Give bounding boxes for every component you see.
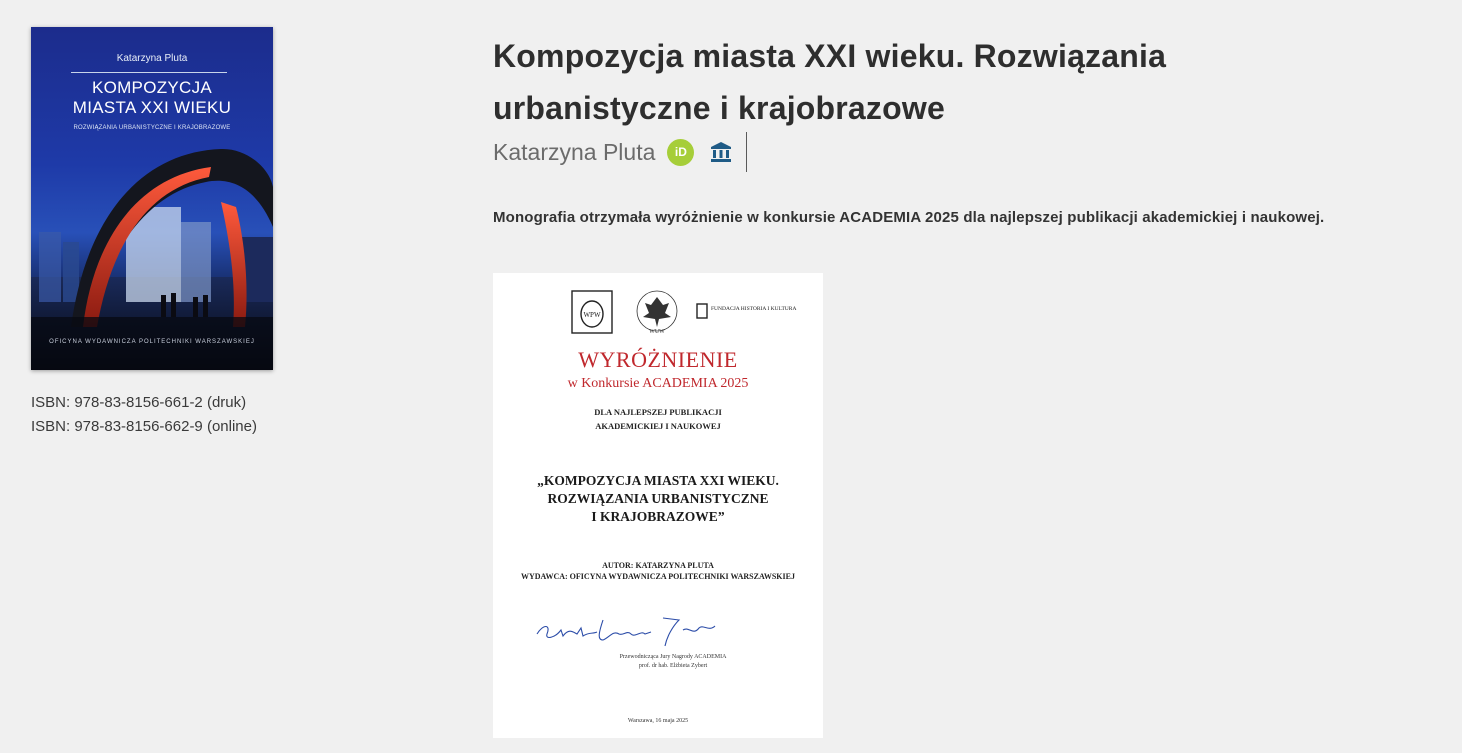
certificate-book-line1: „KOMPOZYCJA MIASTA XXI WIEKU. [537, 473, 779, 488]
author-separator [746, 132, 747, 172]
institution-glyph [710, 141, 732, 163]
institution-icon[interactable] [708, 139, 734, 165]
author-name: Katarzyna Pluta [493, 138, 656, 165]
certificate-category-line2: AKADEMICKIEJ I NAUKOWEJ [595, 421, 721, 431]
certificate-book-title [493, 472, 823, 526]
orcid-icon[interactable] [667, 139, 694, 166]
certificate-logos [493, 289, 823, 335]
cover-author: Katarzyna Pluta [116, 53, 188, 64]
cover-subtitle: ROZWIĄZANIA URBANISTYCZNE I KRAJOBRAZOWE [73, 125, 231, 131]
cover-title-line2: MIASTA XXI WIEKU [72, 98, 232, 117]
certificate-publisher: WYDAWCA: OFICYNA WYDAWNICZA POLITECHNIKI WARSZAWSKIEJ [521, 572, 795, 581]
fundacja-logo [697, 304, 796, 318]
signature-image [533, 610, 733, 650]
isbn-online: ISBN: 978-83-8156-662-9 (online) [31, 418, 257, 435]
author-line [493, 132, 747, 172]
isbn-print: ISBN: 978-83-8156-661-2 (druk) [31, 394, 247, 411]
fundacja-logo-text: FUNDACJA HISTORIA I KULTURA [711, 306, 797, 312]
page-title: Kompozycja miasta XXI wieku. Rozwiązania urbanistyczne i krajobrazowe [493, 38, 1167, 126]
award-certificate-image [493, 273, 823, 738]
certificate-category-line1: DLA NAJLEPSZEJ PUBLIKACJI [594, 407, 722, 417]
certificate-jury-line1: Przewodnicząca Jury Nagrody ACADEMIA [619, 654, 727, 660]
certificate-author: AUTOR: KATARZYNA PLUTA [602, 561, 714, 570]
certificate-contest: w Konkursie ACADEMIA 2025 [567, 376, 749, 391]
wuw-logo [637, 291, 677, 335]
book-cover-image [31, 27, 273, 370]
orcid-label: iD [674, 145, 687, 159]
certificate-book-line3: I KRAJOBRAZOWE” [591, 509, 725, 524]
cover-publisher: OFICYNA WYDAWNICZA POLITECHNIKI WARSZAWSKIEJ [49, 339, 255, 345]
certificate-credits [493, 560, 823, 582]
certificate-jury [523, 653, 823, 671]
certificate-jury-line2: prof. dr hab. Elżbieta Zybert [638, 663, 708, 669]
award-description: Monografia otrzymała wyróżnienie w konkursie ACADEMIA 2025 dla najlepszej publikacji akademickiej i naukowej. [493, 209, 1325, 226]
certificate-date: Warszawa, 16 maja 2025 [627, 718, 689, 724]
certificate-book-line2: ROZWIĄZANIA URBANISTYCZNE [547, 491, 769, 506]
cover-title [31, 78, 273, 118]
certificate-category [493, 405, 823, 433]
wuw-logo-text: WUW [649, 329, 665, 335]
owpw-logo [572, 291, 612, 333]
cover-divider [71, 72, 227, 73]
certificate-heading: WYRÓŻNIENIE [578, 347, 738, 372]
owpw-logo-text: WPW [583, 311, 601, 319]
cover-title-line1: KOMPOZYCJA [91, 78, 213, 97]
